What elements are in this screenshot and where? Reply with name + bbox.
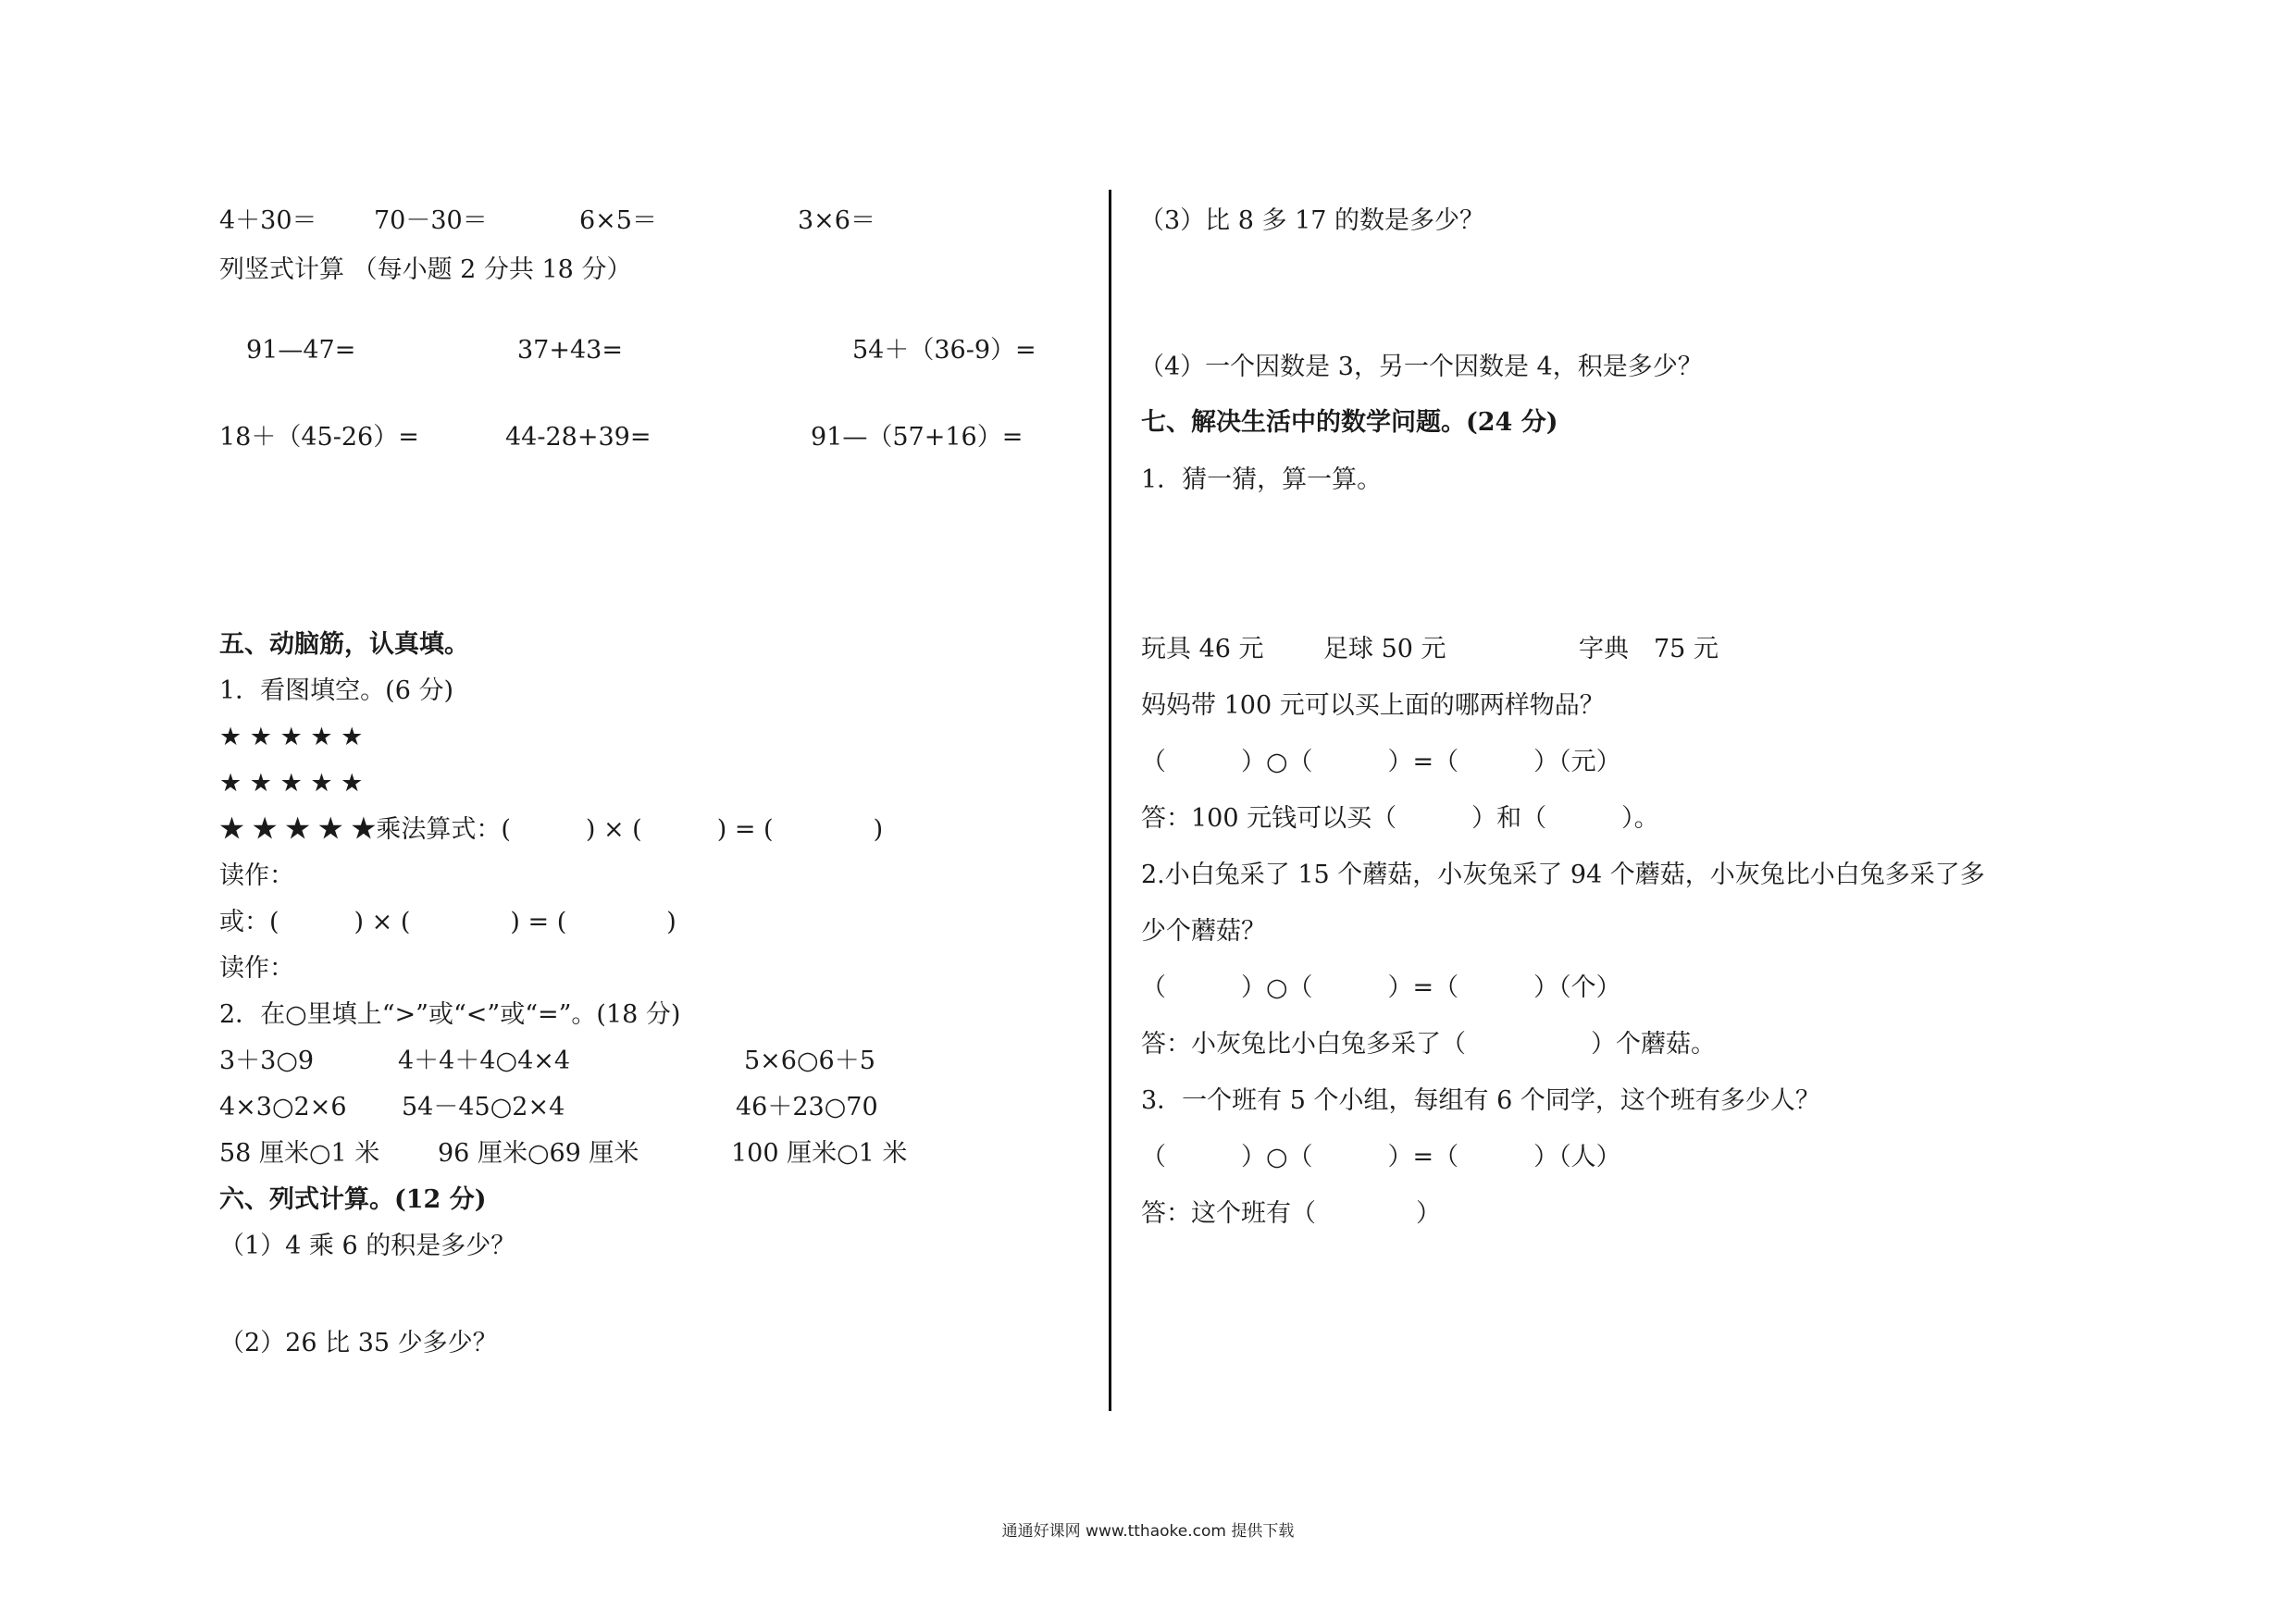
blank-equation: （ ）○（ ）=（ ）（个） [1141,973,1621,1002]
compare-item: 100 厘米○1 米 [731,1139,908,1168]
or-line: 或：( ) × ( ) = ( ) [219,908,676,936]
compare-item: 46＋23○70 [736,1093,878,1121]
compare-item: 4×3○2×6 [219,1093,347,1121]
blank-equation: （ ）○（ ）=（ ）（元） [1141,748,1621,776]
price-item: 足球 50 元 [1323,635,1446,663]
question-7-2-cont: 少个蘑菇？ [1141,917,1266,946]
section-7-title: 七、解决生活中的数学问题。(24 分) [1141,408,1558,437]
footer-credit: 通通好课网 www.tthaoke.com 提供下载 [1001,1522,1295,1541]
stars-row-3: ★ ★ ★ ★ ★乘法算式：( ) × ( ) = ( ) [219,815,884,844]
price-item: 字典 75 元 [1579,635,1719,663]
vertical-item: 54＋（36-9）= [852,336,1036,365]
question-6-1: （1）4 乘 6 的积是多少？ [219,1232,516,1260]
vertical-item: 44-28+39= [505,423,652,452]
question-5-2: 2．在○里填上“>”或“<”或“=”。(18 分) [219,1000,681,1029]
question-6-3: （3）比 8 多 17 的数是多少？ [1139,206,1485,235]
compare-item: 96 厘米○69 厘米 [438,1139,639,1168]
read-as-label: 读作： [219,954,294,983]
compare-item: 3＋3○9 [219,1047,315,1075]
compare-item: 5×6○6＋5 [744,1047,875,1075]
stars-row-2: ★ ★ ★ ★ ★ [219,769,364,798]
vertical-item: 37+43= [517,336,623,365]
blank-equation: （ ）○（ ）=（ ）（人） [1141,1143,1621,1171]
vertical-item: 18＋（45-26）= [219,423,419,452]
vertical-item: 91—（57+16）= [811,423,1024,452]
question-7-1-text: 妈妈带 100 元可以买上面的哪两样物品？ [1141,691,1605,720]
answer-line: 答：100 元钱可以买（ ）和（ ）。 [1141,804,1659,833]
compare-item: 4＋4＋4○4×4 [398,1047,571,1075]
vertical-item: 91—47= [246,336,356,365]
column-divider [1109,190,1111,1411]
oral-item: 70－30＝ [374,206,488,235]
section-6-title: 六、列式计算。(12 分) [219,1185,487,1214]
question-7-1: 1．猜一猜，算一算。 [1141,465,1383,494]
vertical-heading: 列竖式计算 （每小题 2 分共 18 分） [219,255,632,284]
compare-item: 54－45○2×4 [402,1093,565,1121]
compare-item: 58 厘米○1 米 [219,1139,380,1168]
stars-row-1: ★ ★ ★ ★ ★ [219,723,364,751]
answer-line: 答：小灰兔比小白兔多采了（ ）个蘑菇。 [1141,1030,1716,1059]
question-6-4: （4）一个因数是 3，另一个因数是 4，积是多少？ [1139,353,1703,381]
question-7-3: 3．一个班有 5 个小组，每组有 6 个同学，这个班有多少人？ [1141,1086,1820,1115]
section-5-title: 五、动脑筋，认真填。 [219,630,469,659]
question-5-1: 1．看图填空。(6 分) [219,676,454,705]
read-as-label: 读作： [219,861,294,890]
answer-line: 答：这个班有（ ） [1141,1199,1441,1228]
oral-item: 6×5＝ [579,206,657,235]
price-item: 玩具 46 元 [1141,635,1264,663]
question-6-2: （2）26 比 35 少多少？ [219,1329,498,1357]
oral-item: 4＋30＝ [219,206,317,235]
oral-item: 3×6＝ [798,206,875,235]
question-7-2: 2.小白兔采了 15 个蘑菇，小灰兔采了 94 个蘑菇，小灰兔比小白兔多采了多 [1141,861,1985,889]
